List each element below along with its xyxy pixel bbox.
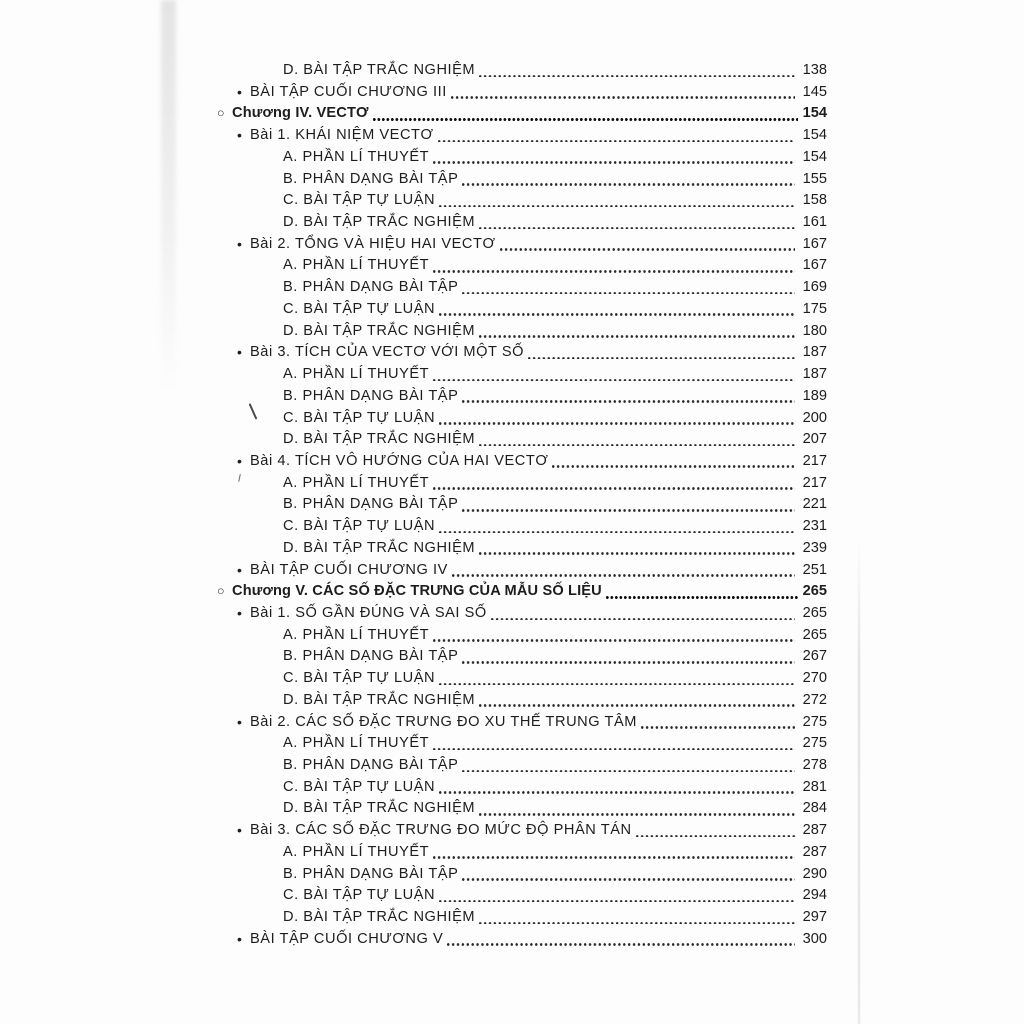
toc-entry-label: C. BÀI TẬP TỰ LUẬN — [283, 887, 436, 904]
toc-page-number: 138 — [802, 62, 827, 78]
toc-row — [217, 386, 827, 408]
toc-page-number: 158 — [802, 192, 827, 209]
toc-entry-label: Bài 2. TỔNG VÀ HIỆU HAI VECTƠ — [250, 235, 496, 252]
toc-page-number: 265 — [802, 626, 827, 643]
toc-row — [217, 147, 827, 169]
dotted-leader — [479, 75, 795, 78]
dotted-leader — [433, 487, 795, 490]
toc-page-number: 251 — [802, 561, 827, 578]
toc-row — [217, 125, 827, 147]
toc-row — [217, 212, 827, 234]
dotted-leader — [439, 531, 795, 534]
toc-entry-label: B. PHÂN DẠNG BÀI TẬP — [283, 648, 459, 665]
toc-entry-label: BÀI TẬP CUỐI CHƯƠNG V — [250, 930, 444, 947]
dotted-leader — [462, 661, 795, 664]
dotted-leader — [462, 878, 795, 881]
toc-row — [217, 234, 827, 256]
toc-row — [217, 255, 827, 277]
toc-row — [217, 429, 827, 451]
dot-bullet-icon: • — [237, 235, 242, 252]
dotted-leader — [479, 444, 795, 447]
dotted-leader — [479, 335, 795, 338]
toc-entry-label: D. BÀI TẬP TRẮC NGHIỆM — [283, 800, 476, 817]
dot-bullet-icon: • — [237, 930, 242, 947]
toc-page-number: 167 — [802, 235, 827, 252]
toc-row — [217, 668, 827, 690]
toc-entry-label: A. PHẦN LÍ THUYẾT — [283, 366, 430, 383]
dotted-leader — [433, 270, 795, 273]
toc-row — [217, 733, 827, 755]
toc-row — [217, 82, 827, 104]
toc-entry-label: D. BÀI TẬP TRẮC NGHIỆM — [283, 322, 476, 339]
toc-entry-label: B. PHÂN DẠNG BÀI TẬP — [283, 279, 459, 296]
toc-page-number: 187 — [802, 344, 827, 361]
toc-row — [217, 755, 827, 777]
toc-row — [217, 777, 827, 799]
table-of-contents — [217, 60, 827, 950]
dot-bullet-icon: • — [237, 822, 242, 839]
toc-row — [217, 516, 827, 538]
dotted-leader — [641, 726, 795, 729]
dotted-leader — [373, 118, 798, 121]
toc-page-number: 200 — [802, 409, 827, 426]
toc-page-number: 278 — [802, 757, 827, 773]
toc-row — [217, 473, 827, 495]
toc-page-number: 154 — [802, 148, 827, 165]
toc-entry-label: D. BÀI TẬP TRẮC NGHIỆM — [283, 539, 476, 556]
toc-row — [217, 451, 827, 473]
toc-entry-label: B. PHÂN DẠNG BÀI TẬP — [283, 170, 459, 187]
toc-row — [217, 342, 827, 364]
toc-page-number: 217 — [802, 474, 827, 491]
toc-entry-label: Bài 3. TÍCH CỦA VECTƠ VỚI MỘT SỐ — [250, 344, 525, 361]
dot-bullet-icon: • — [237, 561, 242, 578]
toc-page-number: 231 — [802, 518, 827, 535]
toc-entry-label: A. PHẦN LÍ THUYẾT — [283, 257, 430, 274]
toc-row — [217, 798, 827, 820]
dotted-leader — [462, 183, 795, 186]
toc-row — [217, 864, 827, 886]
toc-page-number: 180 — [802, 322, 827, 339]
toc-page-number: 207 — [802, 431, 827, 448]
toc-entry-label: A. PHẦN LÍ THUYẾT — [283, 474, 430, 491]
toc-row — [217, 885, 827, 907]
toc-row — [217, 690, 827, 712]
toc-row — [217, 408, 827, 430]
toc-entry-label: B. PHÂN DẠNG BÀI TẬP — [283, 865, 459, 882]
dotted-leader — [606, 596, 798, 599]
toc-page-number: 287 — [802, 822, 827, 839]
dotted-leader — [462, 400, 795, 403]
toc-entry-label: Chương IV. VECTƠ — [232, 105, 369, 122]
toc-row — [217, 820, 827, 842]
dotted-leader — [439, 683, 795, 686]
toc-entry-label: A. PHẦN LÍ THUYẾT — [283, 735, 430, 752]
toc-page-number: 290 — [802, 865, 827, 882]
toc-entry-label: D. BÀI TẬP TRẮC NGHIỆM — [283, 431, 476, 448]
dot-bullet-icon: • — [237, 344, 242, 361]
toc-page-number: 175 — [802, 300, 827, 317]
toc-page-number: 294 — [802, 887, 827, 904]
dot-bullet-icon: • — [237, 127, 242, 144]
toc-entry-label: Bài 1. KHÁI NIỆM VECTƠ — [250, 127, 434, 144]
dotted-leader — [479, 552, 795, 555]
toc-entry-label: C. BÀI TẬP TỰ LUẬN — [283, 670, 436, 687]
dotted-leader — [452, 574, 795, 577]
toc-page-number: 272 — [802, 691, 827, 708]
toc-entry-label: Bài 1. SỐ GẦN ĐÚNG VÀ SAI SỐ — [250, 604, 487, 621]
toc-row — [217, 646, 827, 668]
toc-row — [217, 625, 827, 647]
dotted-leader — [528, 357, 795, 360]
dotted-leader — [500, 248, 795, 251]
toc-page-number: 154 — [802, 105, 827, 122]
dot-bullet-icon: • — [237, 452, 242, 469]
dotted-leader — [479, 704, 795, 707]
toc-row — [217, 364, 827, 386]
toc-row — [217, 321, 827, 343]
toc-row — [217, 299, 827, 321]
toc-entry-label: A. PHẦN LÍ THUYẾT — [283, 843, 430, 860]
toc-page-number: 169 — [802, 279, 827, 296]
toc-page-number: 267 — [802, 648, 827, 665]
toc-page-number: 189 — [802, 387, 827, 404]
dotted-leader — [636, 835, 795, 838]
toc-page-number: 297 — [802, 909, 827, 926]
toc-row — [217, 169, 827, 191]
toc-row — [217, 277, 827, 299]
dotted-leader — [439, 422, 795, 425]
toc-entry-label: D. BÀI TẬP TRẮC NGHIỆM — [283, 62, 476, 78]
toc-entry-label: BÀI TẬP CUỐI CHƯƠNG IV — [250, 561, 448, 578]
dotted-leader — [479, 227, 795, 230]
toc-row — [217, 190, 827, 212]
toc-entry-label: C. BÀI TẬP TỰ LUẬN — [283, 778, 436, 795]
dotted-leader — [439, 791, 795, 794]
dotted-leader — [433, 856, 795, 859]
toc-row — [217, 842, 827, 864]
toc-entry-label: D. BÀI TẬP TRẮC NGHIỆM — [283, 691, 476, 708]
toc-entry-label: B. PHÂN DẠNG BÀI TẬP — [283, 757, 459, 773]
toc-page-number: 275 — [802, 713, 827, 730]
dotted-leader — [433, 379, 795, 382]
circle-bullet-icon: ○ — [217, 584, 225, 599]
toc-page-number: 270 — [802, 670, 827, 687]
toc-row — [217, 907, 827, 929]
toc-page-number: 221 — [802, 496, 827, 513]
toc-entry-label: Bài 2. CÁC SỐ ĐẶC TRƯNG ĐO XU THẾ TRUNG TÂM — [250, 713, 637, 730]
toc-row — [217, 560, 827, 582]
toc-row — [217, 494, 827, 516]
dotted-leader — [433, 748, 795, 751]
toc-row — [217, 60, 827, 82]
toc-page-number: 217 — [802, 452, 827, 469]
dotted-leader — [438, 140, 795, 143]
toc-page-number: 239 — [802, 539, 827, 556]
toc-entry-label: B. PHÂN DẠNG BÀI TẬP — [283, 387, 459, 404]
toc-row — [217, 712, 827, 734]
toc-entry-label: A. PHẦN LÍ THUYẾT — [283, 148, 430, 165]
dotted-leader — [552, 465, 795, 468]
toc-row — [217, 581, 827, 603]
dotted-leader — [439, 900, 795, 903]
dotted-leader — [439, 205, 795, 208]
dotted-leader — [462, 770, 795, 773]
toc-entry-label: C. BÀI TẬP TỰ LUẬN — [283, 409, 436, 426]
toc-page-number: 155 — [802, 170, 827, 187]
dotted-leader — [479, 922, 795, 925]
dotted-leader — [439, 313, 795, 316]
dotted-leader — [451, 96, 795, 99]
toc-page-number: 281 — [802, 778, 827, 795]
page-edge-shadow — [858, 540, 860, 1024]
dot-bullet-icon: • — [237, 713, 242, 730]
toc-entry-label: Chương V. CÁC SỐ ĐẶC TRƯNG CỦA MẪU SỐ LIỆU — [232, 583, 602, 600]
toc-page-number: 265 — [802, 583, 827, 600]
scan-shadow-band — [161, 0, 176, 390]
toc-page-number: 284 — [802, 800, 827, 817]
dot-bullet-icon: • — [237, 604, 242, 621]
dotted-leader — [462, 292, 795, 295]
dotted-leader — [479, 813, 795, 816]
toc-page-number: 300 — [802, 930, 827, 947]
toc-row — [217, 603, 827, 625]
toc-page-number: 145 — [802, 83, 827, 100]
dot-bullet-icon: • — [237, 83, 242, 100]
toc-page-number: 265 — [802, 604, 827, 621]
toc-entry-label: D. BÀI TẬP TRẮC NGHIỆM — [283, 214, 476, 231]
toc-page-number: 161 — [802, 214, 827, 231]
toc-entry-label: D. BÀI TẬP TRẮC NGHIỆM — [283, 909, 476, 926]
toc-entry-label: C. BÀI TẬP TỰ LUẬN — [283, 300, 436, 317]
dotted-leader — [462, 509, 795, 512]
toc-page-number: 167 — [802, 257, 827, 274]
toc-row — [217, 103, 827, 125]
toc-page-number: 287 — [802, 843, 827, 860]
toc-entry-label: Bài 3. CÁC SỐ ĐẶC TRƯNG ĐO MỨC ĐỘ PHÂN TÁN — [250, 822, 632, 839]
dotted-leader — [433, 639, 795, 642]
toc-row — [217, 538, 827, 560]
dotted-leader — [491, 618, 795, 621]
dotted-leader — [447, 943, 795, 946]
toc-entry-label: B. PHÂN DẠNG BÀI TẬP — [283, 496, 459, 513]
dotted-leader — [433, 161, 795, 164]
toc-entry-label: A. PHẦN LÍ THUYẾT — [283, 626, 430, 643]
circle-bullet-icon: ○ — [217, 106, 225, 121]
toc-row — [217, 929, 827, 951]
toc-entry-label: C. BÀI TẬP TỰ LUẬN — [283, 192, 436, 209]
toc-page-number: 187 — [802, 366, 827, 383]
toc-entry-label: BÀI TẬP CUỐI CHƯƠNG III — [250, 83, 447, 100]
toc-entry-label: C. BÀI TẬP TỰ LUẬN — [283, 518, 436, 535]
toc-page-number: 154 — [802, 127, 827, 144]
toc-entry-label: Bài 4. TÍCH VÔ HƯỚNG CỦA HAI VECTƠ — [250, 452, 549, 469]
toc-page-number: 275 — [802, 735, 827, 752]
